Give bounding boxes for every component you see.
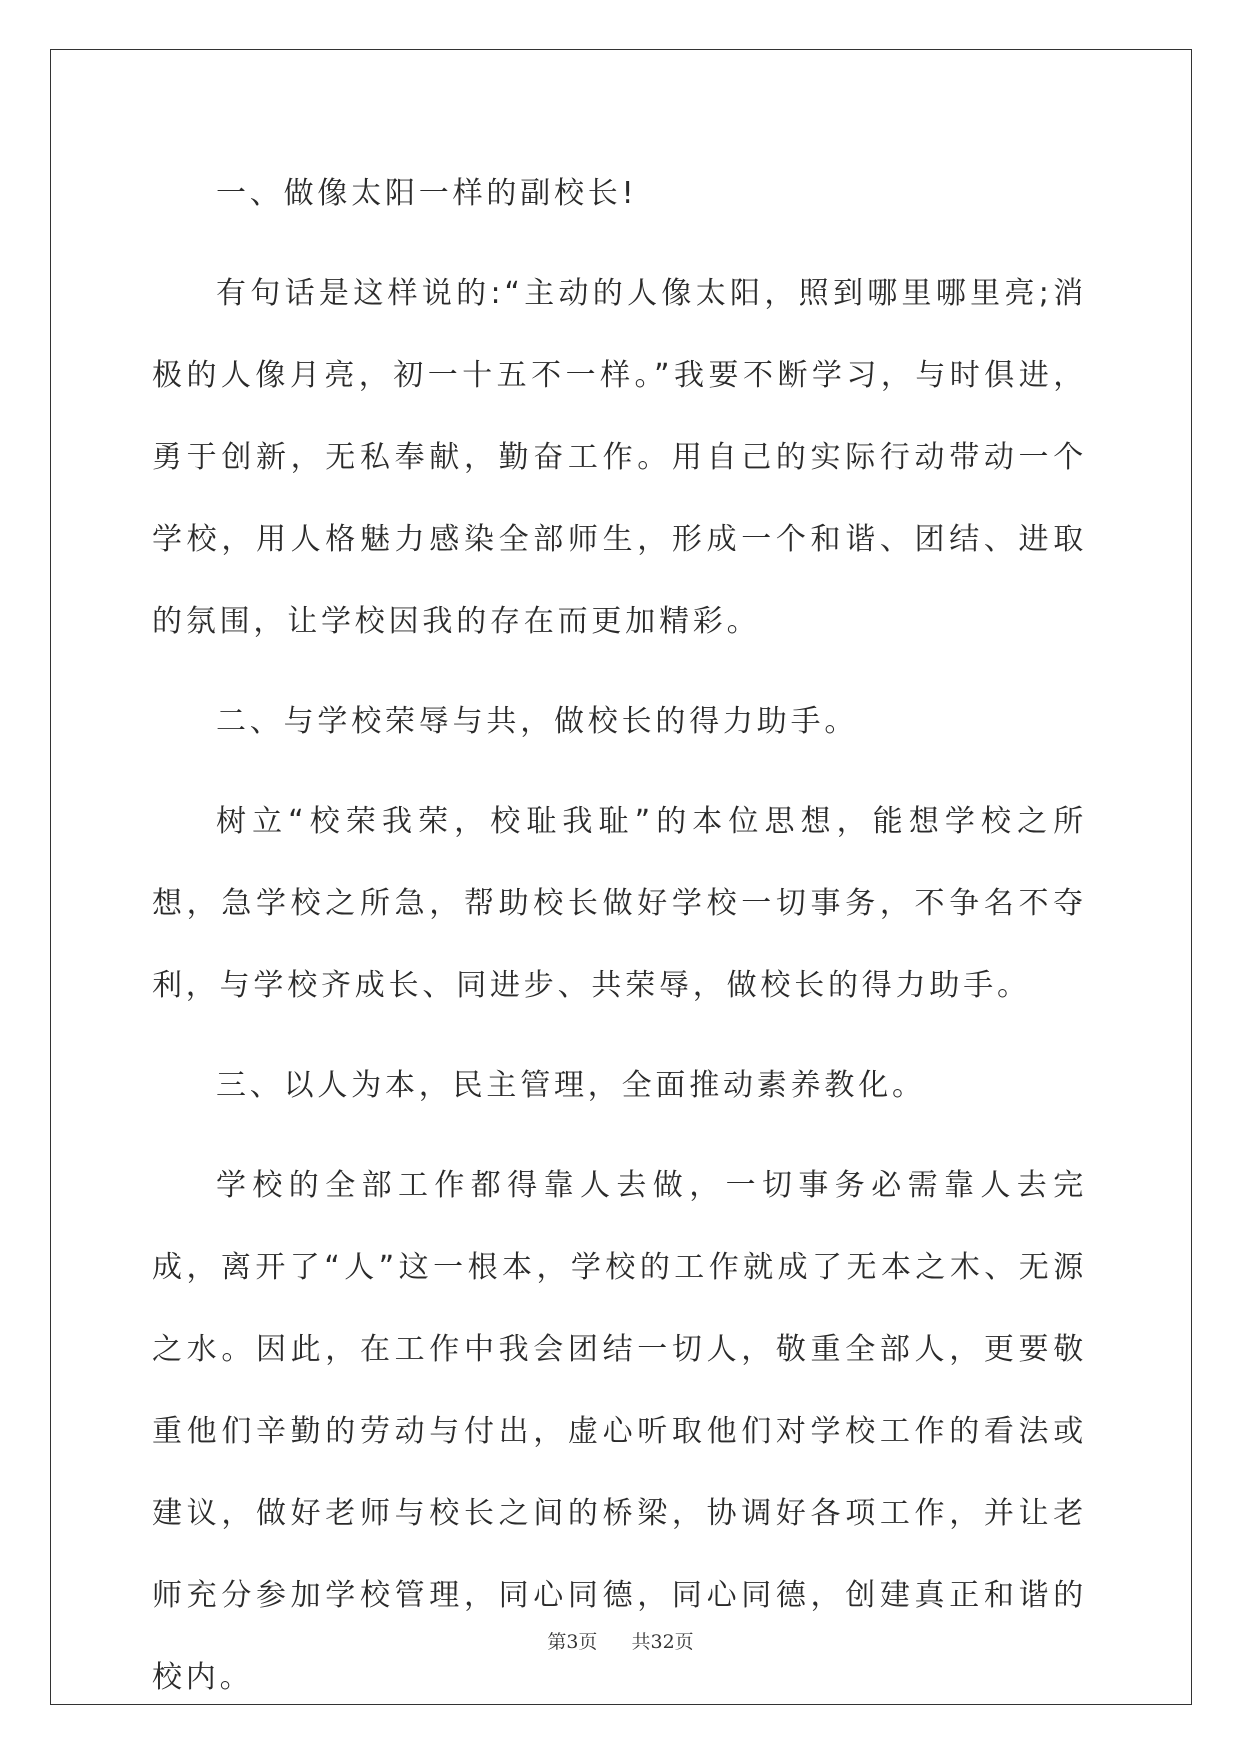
paragraph-1: 有句话是这样说的:“主动的人像太阳，照到哪里哪里亮;消极的人像月亮，初一十五不一样。”我要不断学习，与时俱进，勇于创新，无私奉献，勤奋工作。用自己的实际行动带动一个学校，用人格魅力感染全部师生，形成一个和谐、团结、进取的氛围，让学校因我的存在而更加精彩。 [152, 276, 1087, 639]
paragraph-heading-1: 一、做像太阳一样的副校长! [216, 176, 638, 211]
paragraph-heading-3: 三、以人为本，民主管理，全面推动素养教化。 [216, 1068, 926, 1103]
page-number: 第3页 [547, 1631, 598, 1653]
paragraph-heading-2: 二、与学校荣辱与共，做校长的得力助手。 [216, 704, 859, 739]
paragraph-2: 树立“校荣我荣，校耻我耻”的本位思想，能想学校之所想，急学校之所急，帮助校长做好学校一切事务，不争名不夺利，与学校齐成长、同进步、共荣辱，做校长的得力助手。 [152, 804, 1087, 1003]
page-footer [0, 1627, 1241, 1654]
paragraph-3: 学校的全部工作都得靠人去做，一切事务必需靠人去完成，离开了“人”这一根本，学校的工作就成了无本之木、无源之水。因此，在工作中我会团结一切人，敬重全部人，更要敬重他们辛勤的劳动与付出，虚心听取他们对学校工作的看法或建议，做好老师与校长之间的桥梁，协调好各项工作，并让老师充分参加学校管理，同心同德，同心同德，创建真正和谐的校内。 [152, 1168, 1087, 1695]
document-body [152, 153, 1087, 1737]
total-pages: 共32页 [631, 1631, 694, 1653]
